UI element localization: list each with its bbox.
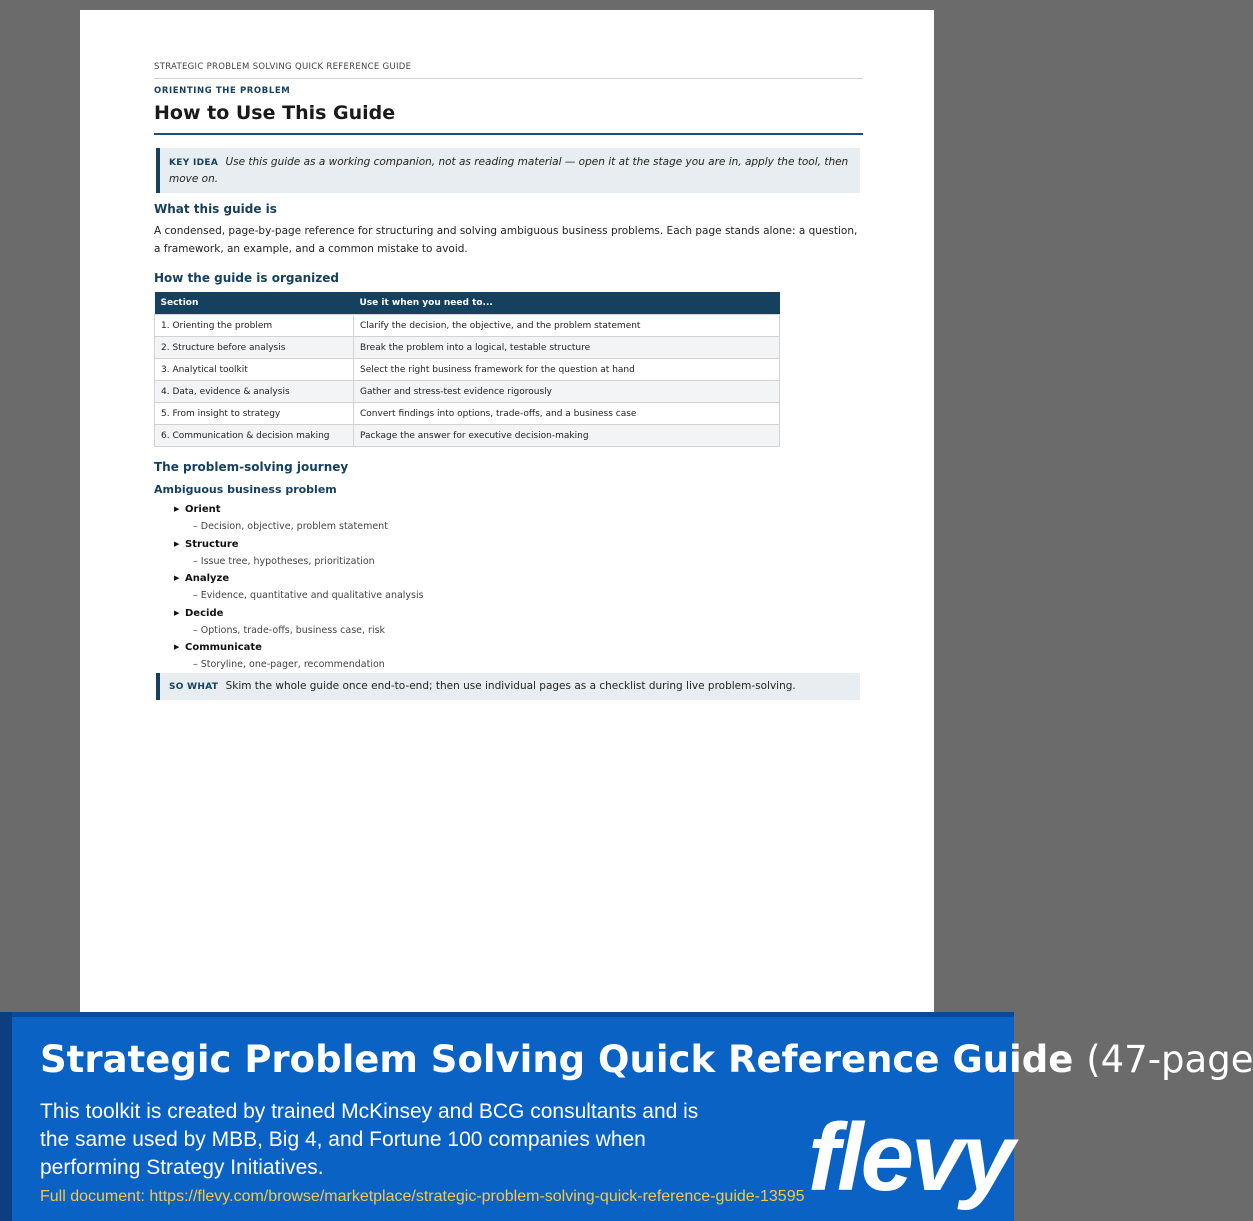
step-title: Analyze (185, 573, 230, 584)
table-row (155, 315, 780, 337)
key-idea-text: Use this guide as a working companion, not as reading material — open it at the stage you are in, apply the tool, then move on. (169, 156, 849, 185)
table-cell-use: Clarify the decision, the objective, and the problem statement (354, 315, 780, 337)
triangle-bullet-icon: ▶ (174, 539, 180, 548)
list-item (174, 501, 424, 536)
triangle-bullet-icon: ▶ (174, 574, 180, 582)
sections-table (154, 292, 780, 447)
list-item (174, 570, 424, 605)
step-detail: – Issue tree, hypotheses, prioritization (193, 555, 375, 567)
step-detail: – Decision, objective, problem statement (193, 521, 388, 532)
banner-title-suffix: (47-page (1086, 1038, 1253, 1081)
section-tag: ORIENTING THE PROBLEM (154, 86, 291, 96)
banner-edge-strip (0, 1012, 12, 1221)
table-cell-use: Gather and stress-test evidence rigorously (354, 381, 780, 403)
table-row (155, 403, 780, 425)
banner-description: This toolkit is created by trained McKinsey and BCG consultants and is the same used by MBB, Big 4, and Fortune 100 companies when performing Strategy Initiatives. (40, 1100, 699, 1179)
table-cell-use: Convert findings into options, trade-offs, and a business case (354, 403, 780, 425)
table-row (155, 337, 780, 359)
organized-heading: How the guide is organized (154, 271, 339, 285)
table-cell-use: Package the answer for executive decision-making (354, 425, 780, 447)
flevy-logo: flevy (808, 1104, 1012, 1211)
step-detail: – Evidence, quantitative and qualitative analysis (193, 590, 424, 601)
what-text: A condensed, page-by-page reference for structuring and solving ambiguous business problems. Each page stands alone: a question, a framework, an example, and a common mistake to avoid. (154, 225, 858, 255)
table-row (155, 359, 780, 381)
table-cell-section: 2. Structure before analysis (155, 337, 354, 359)
page-title: How to Use This Guide (154, 102, 863, 135)
document-page (80, 10, 934, 1012)
table-row (155, 425, 780, 447)
table-cell-use: Select the right business framework for the question at hand (354, 359, 780, 381)
list-item (174, 536, 424, 571)
table-cell-section: 3. Analytical toolkit (155, 359, 354, 381)
document-link[interactable]: Full document: https://flevy.com/browse/marketplace/strategic-problem-solving-quick-reference-guide-13595 (40, 1188, 805, 1205)
step-detail: – Options, trade-offs, business case, risk (193, 624, 386, 636)
triangle-bullet-icon: ▶ (174, 505, 180, 513)
journey-heading: The problem-solving journey (154, 460, 349, 474)
step-title: Structure (185, 538, 239, 550)
so-what-callout (156, 673, 860, 700)
table-cell-section: 1. Orienting the problem (155, 315, 354, 337)
banner-title-text: Strategic Problem Solving Quick Reference Guide (40, 1038, 1074, 1081)
table-header-section: Section (155, 292, 354, 315)
step-title: Orient (185, 504, 221, 515)
table-header-row (155, 292, 780, 315)
triangle-bullet-icon: ▶ (174, 643, 180, 651)
so-what-text: Skim the whole guide once end-to-end; then use individual pages as a checklist during live problem-solving. (225, 680, 796, 692)
table-row (155, 381, 780, 403)
table-cell-section: 4. Data, evidence & analysis (155, 381, 354, 403)
table-cell-section: 5. From insight to strategy (155, 403, 354, 425)
triangle-bullet-icon: ▶ (174, 608, 180, 617)
key-idea-callout (156, 148, 860, 193)
journey-list (174, 501, 424, 674)
key-idea-tag: KEY IDEA (169, 158, 219, 168)
step-title: Decide (185, 607, 224, 619)
so-what-tag: SO WHAT (169, 682, 219, 692)
banner-top-strip (0, 1012, 1014, 1017)
what-heading: What this guide is (154, 202, 277, 216)
banner-title (40, 1038, 1253, 1081)
running-head: STRATEGIC PROBLEM SOLVING QUICK REFERENCE GUIDE (154, 62, 863, 79)
table-cell-section: 6. Communication & decision making (155, 425, 354, 447)
list-item (174, 605, 424, 640)
step-title: Communicate (185, 642, 262, 653)
promo-banner (0, 1012, 1253, 1221)
table-header-use: Use it when you need to... (354, 292, 780, 315)
step-detail: – Storyline, one-pager, recommendation (193, 659, 385, 670)
list-item (174, 639, 424, 674)
table-cell-use: Break the problem into a logical, testable structure (354, 337, 780, 359)
journey-root: Ambiguous business problem (154, 483, 337, 496)
